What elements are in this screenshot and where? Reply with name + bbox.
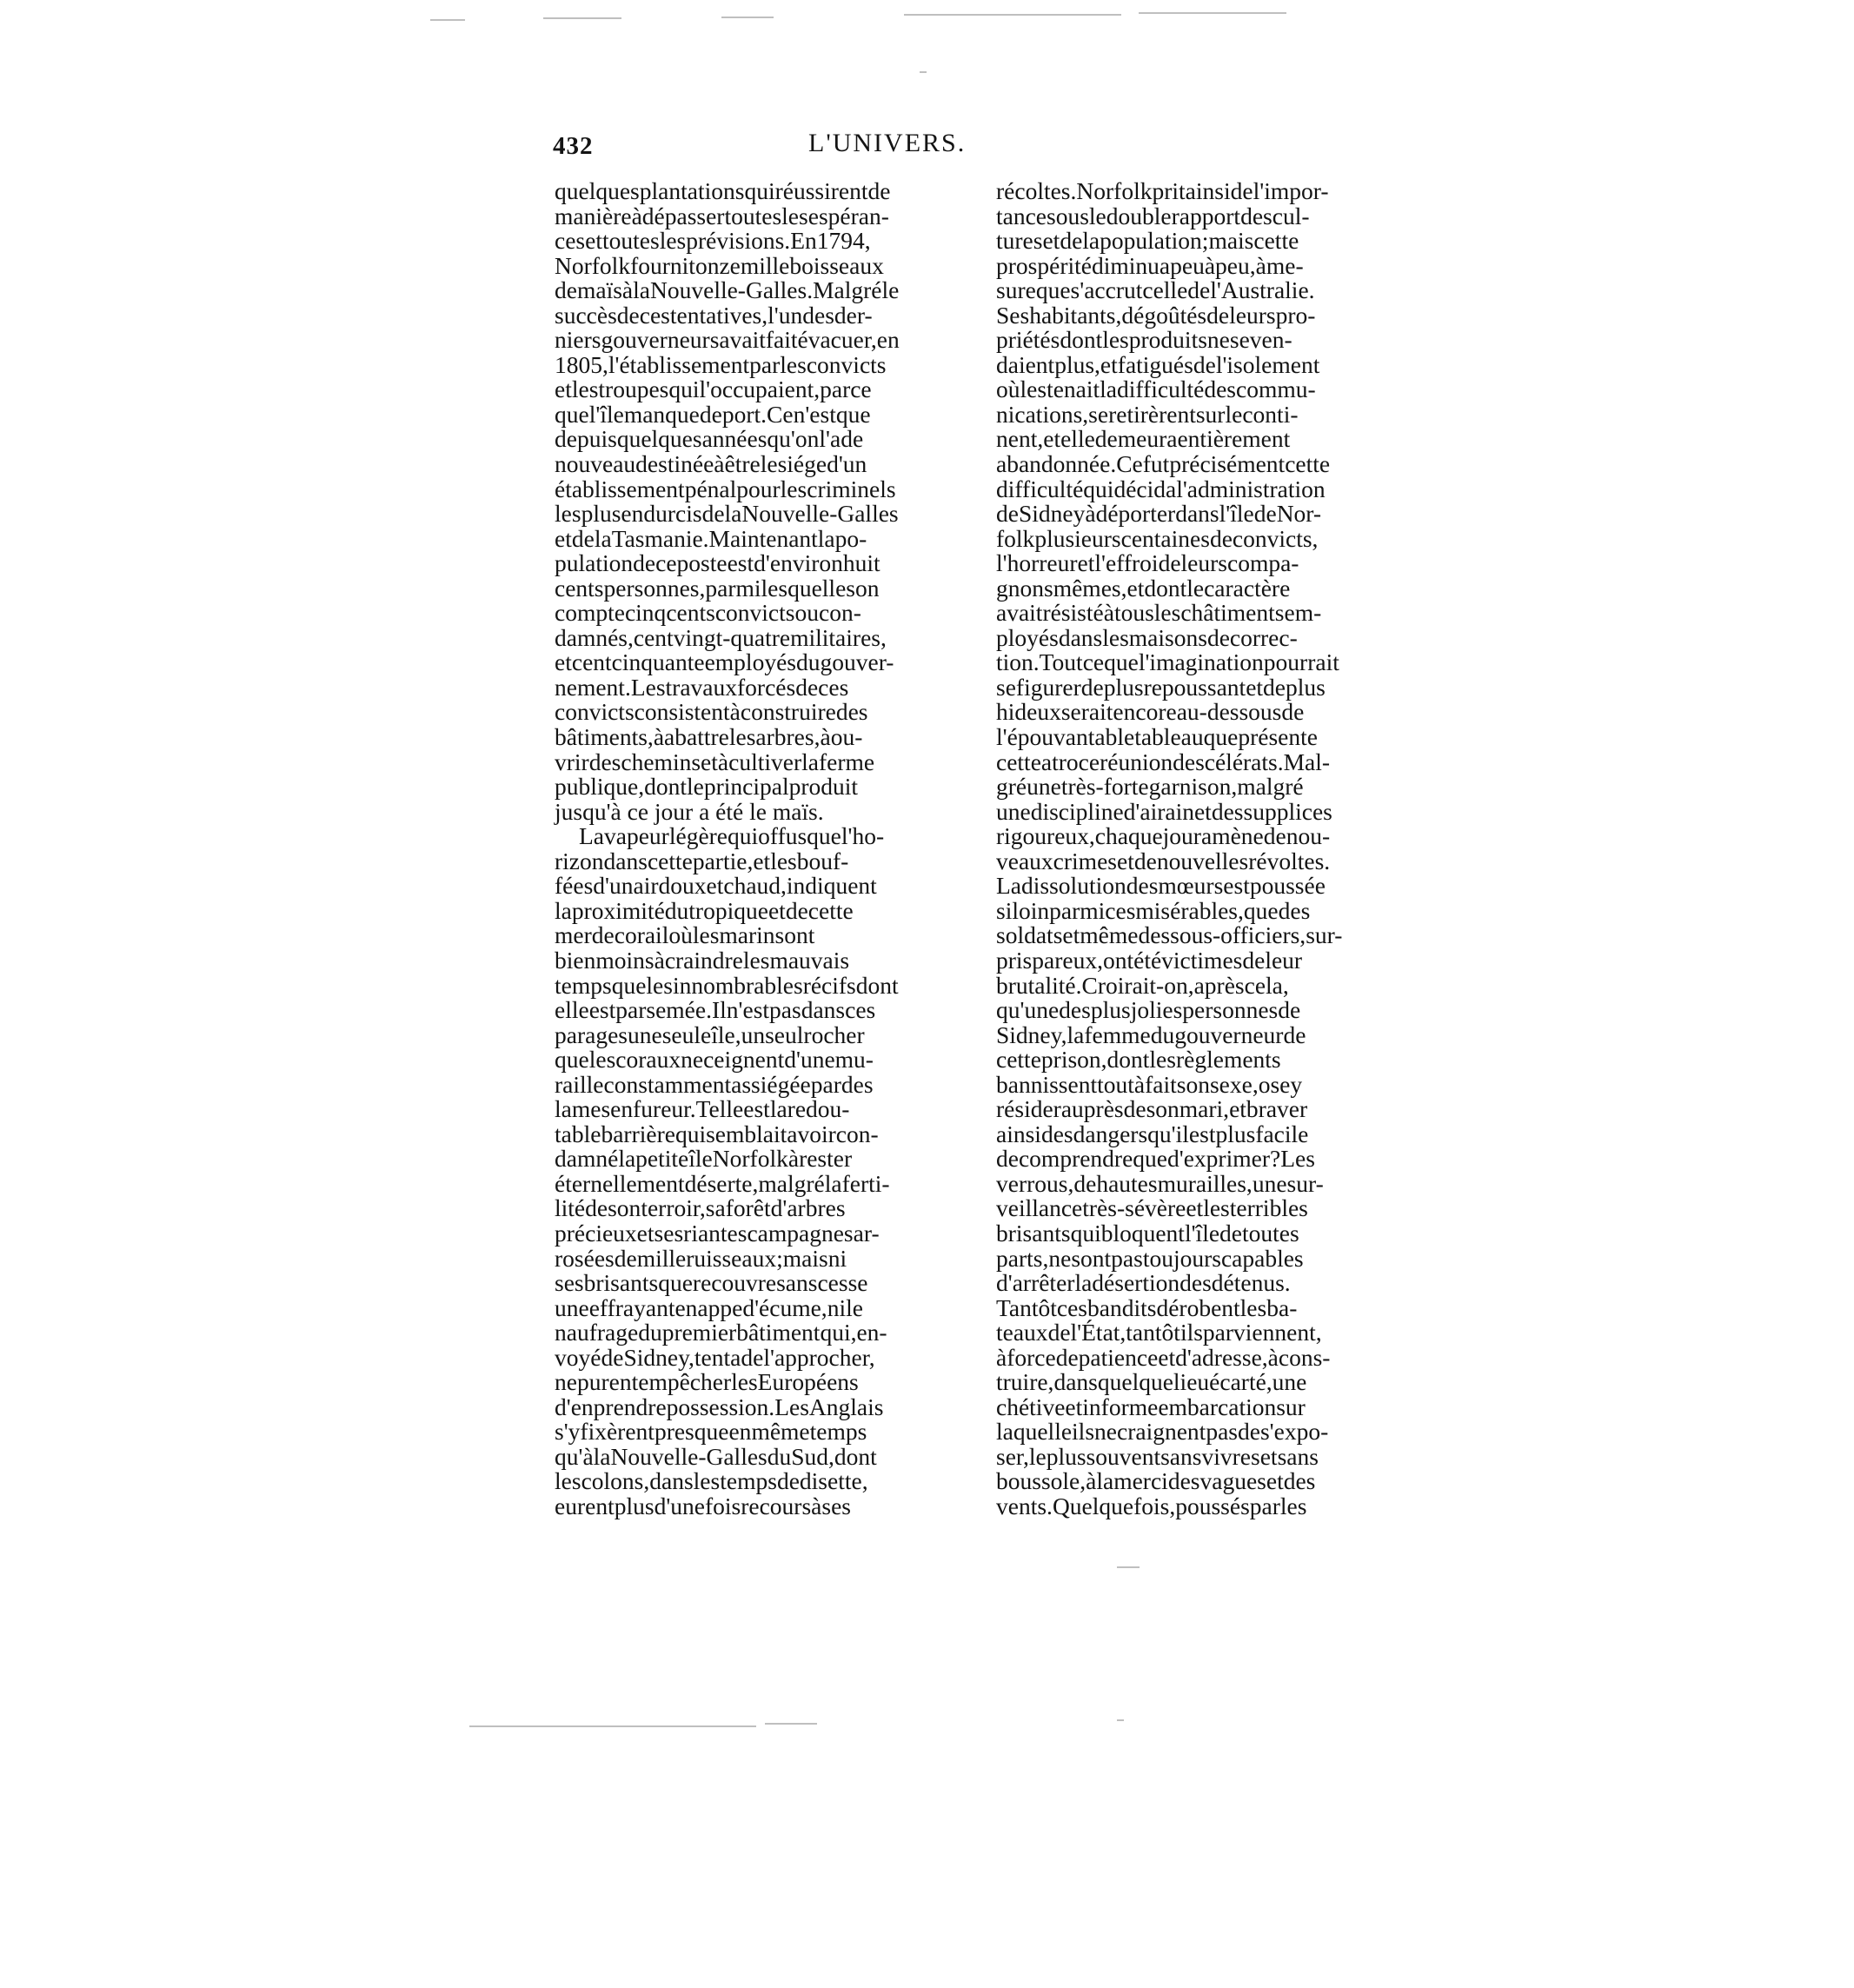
text-line: cetteatroceréuniondescélérats.Mal- [996,748,1331,775]
text-line: sureques'accrutcelledel'Australie. [996,276,1315,304]
scan-artifact [1139,12,1286,14]
text-line: uneeffrayantenapped'écume,nile [555,1293,863,1321]
scan-artifact [765,1723,817,1725]
text-line: decomprendrequed'exprimer?Les [996,1145,1315,1173]
text-line: veauxcrimesetdenouvellesrévoltes. [996,847,1331,874]
text-line: boussole,àlamercidesvaguesetdes [996,1467,1316,1495]
text-line: elleestparsemée.Iln'estpasdansces [555,996,876,1024]
text-line: àforcedepatienceetd'adresse,àcons- [996,1343,1331,1371]
text-line: tion.Toutcequel'imaginationpourrait [996,648,1339,676]
text-line: voyédeSidney,tentadel'approcher, [555,1343,875,1371]
text-line: brisantsquibloquentl'îledetoutes [996,1219,1299,1247]
text-line: ainsidesdangersqu'ilestplusfacile [996,1120,1309,1147]
scan-artifact [469,1725,756,1727]
text-line: Lavapeurlégèrequioffusquel'ho- [579,822,885,850]
scan-artifact [1117,1719,1124,1721]
text-line: paragesuneseuleîle,unseulrocher [555,1021,865,1048]
text-line: depuisquelquesannéesqu'onl'ade [555,425,864,453]
text-line: chétiveetinformeembarcationsur [996,1393,1306,1420]
text-line: succèsdecestentatives,l'undesder- [555,301,873,329]
text-line: parts,nesontpastoujourscapables [996,1244,1304,1272]
text-line: Norfolkfournitonzemilleboisseaux [555,251,884,279]
text-line: nent,etelledemeuraentièrement [996,425,1291,453]
right-text-column [996,179,1415,1519]
text-line: laquelleilsnecraignentpasdes'expo- [996,1418,1329,1446]
text-line: brutalité.Croirait-on,aprèscela, [996,971,1289,999]
text-line: roséesdemilleruisseaux;maisni [555,1244,847,1272]
text-line: abandonnée.Cefutprécisémentcette [996,450,1331,478]
scan-artifact [904,14,1121,16]
text-line: railleconstammentassiégéepardes [555,1070,874,1098]
text-line: Seshabitants,dégoûtésdeleurspro- [996,301,1316,329]
text-line: jusqu'à ce jour a été le maïs. [555,797,824,825]
text-line: naufragedupremierbâtimentqui,en- [555,1319,887,1346]
text-line: etlestroupesquil'occupaient,parce [555,376,872,403]
text-line: éternellementdéserte,malgrélaferti- [555,1169,890,1197]
text-line: tancesousledoublerapportdescul- [996,202,1310,229]
text-line: nement.Lestravauxforcésdeces [555,673,849,701]
text-line: Ladissolutiondesmœursestpoussée [996,872,1326,900]
text-line: gnonsmêmes,etdontlecaractère [996,574,1291,602]
text-line: teauxdel'État,tantôtilsparviennent, [996,1319,1322,1346]
text-line: litédesonterroir,saforêtd'arbres [555,1194,846,1222]
text-line: établissementpénalpourlescriminels [555,475,896,502]
text-line: rizondanscettepartie,etlesbouf- [555,847,849,874]
text-line: bâtiments,àabattrelesarbres,àou- [555,723,863,751]
text-line: d'enprendrepossession.LesAnglais [555,1393,884,1420]
text-line: manièreàdépassertouteslesespéran- [555,202,889,229]
text-line: centspersonnes,parmilesquelleson [555,574,880,602]
text-line: Tantôtcesbanditsdérobentlesba- [996,1293,1298,1321]
text-line: quelquesplantationsquiréussirentde [555,177,891,204]
text-line: eurentplusd'unefoisrecoursàses [555,1492,852,1519]
left-text-column [555,179,974,1519]
text-line: laproximitédutropiqueetdecette [555,896,854,924]
text-line: quelescorauxneceignentd'unemu- [555,1046,874,1074]
text-line: demaïsàlaNouvelle-Galles.Malgréle [555,276,900,304]
text-line: tempsquelesinnombrablesrécifsdont [555,971,899,999]
text-line: daientplus,etfatiguésdel'isolement [996,350,1320,378]
text-line: ser,leplussouventsansvivresetsans [996,1442,1319,1470]
text-line: verrous,dehautesmurailles,unesur- [996,1169,1324,1197]
text-line: ployésdanslesmaisonsdecorrec- [996,623,1298,651]
text-line: vrirdescheminsetàcultiverlaferme [555,748,875,775]
text-line: vents.Quelquefois,poussésparles [996,1492,1307,1519]
text-line: sesbrisantsquerecouvresanscesse [555,1269,868,1297]
scan-artifact [543,17,621,19]
text-line: tablebarrièrequisemblaitavoircon- [555,1120,879,1147]
text-line: 1805,l'établissementparlesconvicts [555,350,887,378]
scan-artifact [721,17,774,18]
text-line: priétésdontlesproduitsneseven- [996,326,1292,354]
text-line: résiderauprèsdesonmari,etbraver [996,1095,1308,1123]
text-line: deSidneyàdéporterdansl'îledeNor- [996,500,1322,528]
text-line: nouveaudestinéeàêtrelesiéged'un [555,450,867,478]
scan-artifact [1117,1566,1140,1568]
text-line: l'horreuretl'effroideleurscompa- [996,549,1299,577]
text-line: oùlestenaitladifficultédescommu- [996,376,1316,403]
text-line: turesetdelapopulation;maiscette [996,227,1299,255]
text-line: pulationdeceposteestd'environhuit [555,549,880,577]
text-line: soldatsetmêmedessous-officiers,sur- [996,921,1343,949]
text-line: précieuxetsesriantescampagnesar- [555,1219,880,1247]
text-line: bienmoinsàcraindrelesmauvais [555,946,850,974]
running-title: L'UNIVERS. [808,129,967,157]
scan-artifact [920,71,927,73]
text-line: unedisciplined'airainetdessupplices [996,797,1332,825]
text-line: hideuxseraitencoreau-dessousde [996,698,1305,726]
text-line: merdecorailoùlesmarinsont [555,921,815,949]
text-line: prospéritédiminuapeuàpeu,àme- [996,251,1304,279]
text-line: cesettouteslesprévisions.En1794, [555,227,871,255]
text-line: comptecinqcentsconvictsoucon- [555,599,861,627]
text-line: sefigurerdeplusrepoussantetdeplus [996,673,1326,701]
text-line: publique,dontleprincipalproduit [555,773,859,801]
text-line: Sidney,lafemmedugouverneurde [996,1021,1306,1048]
text-line: etcentcinquanteemployésdugouver- [555,648,894,676]
text-line: nepurentempêcherlesEuropéens [555,1368,859,1396]
text-line: lamesenfureur.Telleestlaredou- [555,1095,850,1123]
text-line: damnés,centvingt-quatremilitaires, [555,623,887,651]
text-line: damnélapetiteîleNorfolkàrester [555,1145,853,1173]
text-line: avaitrésistéàtousleschâtimentsem- [996,599,1322,627]
page-number: 432 [553,132,594,160]
text-line: qu'unedesplusjoliespersonnesde [996,996,1301,1024]
text-line: lesplusendurcisdelaNouvelle-Galles [555,500,899,528]
text-line: difficultéquidécidal'administration [996,475,1326,502]
text-line: nications,seretirèrentsurleconti- [996,400,1299,428]
text-line: veillancetrès-sévèreetlesterribles [996,1194,1308,1222]
text-line: quel'îlemanquedeport.Cen'estque [555,400,871,428]
text-line: qu'àlaNouvelle-GallesduSud,dont [555,1442,877,1470]
text-line: prispareux,ontétévictimesdeleur [996,946,1303,974]
text-line: bannissenttoutàfaitsonsexe,osey [996,1070,1303,1098]
text-line: féesd'unairdouxetchaud,indiquent [555,872,877,900]
text-line: l'épouvantabletableauqueprésente [996,723,1318,751]
text-line: siloinparmicesmisérables,quedes [996,896,1311,924]
text-line: rigoureux,chaquejouramènedenou- [996,822,1331,850]
text-line: etdelaTasmanie.Maintenantlapo- [555,524,867,552]
text-line: truire,dansquelquelieuécarté,une [996,1368,1307,1396]
text-line: s'yfixèrentpresqueenmêmetemps [555,1418,867,1446]
scan-artifact [430,19,465,21]
text-line: convictsconsistentàconstruiredes [555,698,868,726]
text-line: folkplusieurscentainesdeconvicts, [996,524,1319,552]
text-line: récoltes.Norfolkpritainsidel'impor- [996,177,1329,204]
text-line: niersgouverneursavaitfaitévacuer,en [555,326,900,354]
text-line: lescolons,danslestempsdedisette, [555,1467,868,1495]
text-line: cetteprison,dontlesrèglements [996,1046,1281,1074]
text-line: gréunetrès-fortegarnison,malgré [996,773,1304,801]
text-line: d'arrêterladésertiondesdétenus. [996,1269,1291,1297]
